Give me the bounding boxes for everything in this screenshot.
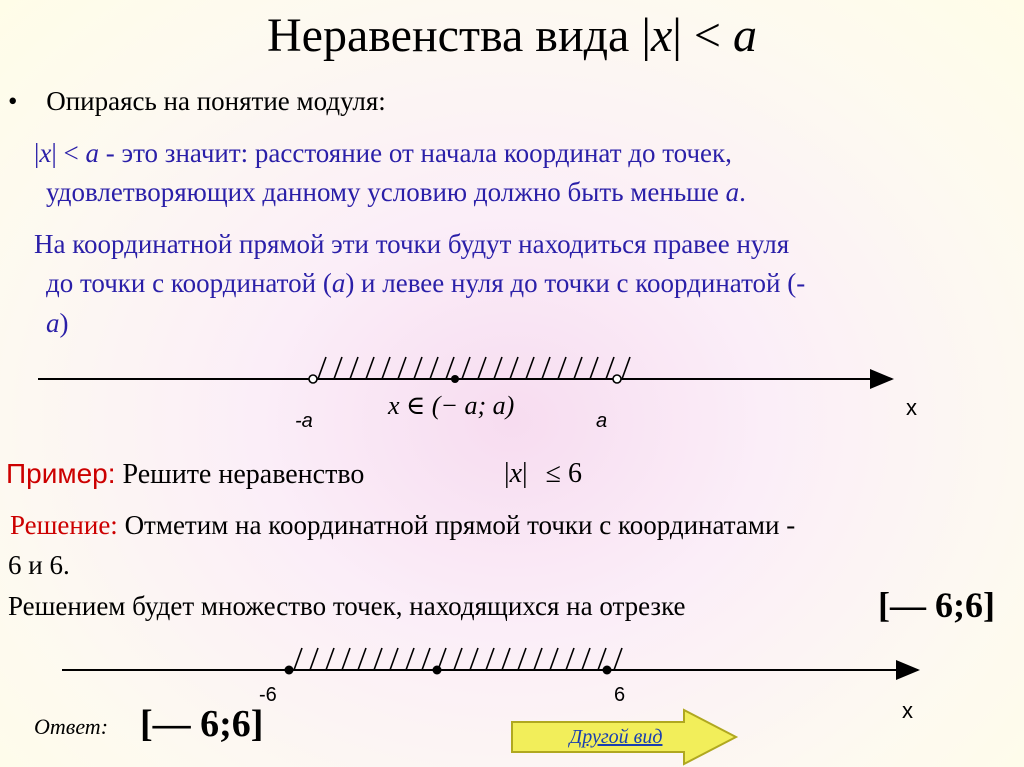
- hatch-stroke: [414, 357, 422, 379]
- hatch-stroke: [374, 648, 382, 670]
- hatch-stroke: [502, 648, 510, 670]
- location-text-2b: ) и левее нуля до точки с координатой (-: [345, 268, 806, 298]
- location-text-2a: до точки с координатой (: [46, 268, 332, 298]
- title-mid: | <: [672, 9, 733, 62]
- hatch-stroke: [478, 357, 486, 379]
- axis-2-right-label: 6: [614, 684, 626, 706]
- hatch-stroke: [398, 357, 406, 379]
- hatch-stroke: [406, 648, 414, 670]
- hatch-stroke: [614, 648, 622, 670]
- hatch-stroke: [318, 357, 326, 379]
- hatch-stroke: [558, 357, 566, 379]
- axis-1-right-label: a: [596, 410, 608, 432]
- hatch-stroke: [326, 648, 334, 670]
- def-text-2: удовлетворяющих данному условию должно быть меньше: [46, 177, 726, 207]
- axis-2-closed-point-left: [285, 666, 294, 675]
- location-line-1: На координатной прямой эти точки будут находиться правее нуля: [34, 229, 790, 259]
- other-view-label[interactable]: Другой вид: [569, 726, 663, 748]
- axis-2-hatching: [294, 648, 622, 670]
- hatch-stroke: [518, 648, 526, 670]
- location-var-a-2: a: [46, 308, 60, 338]
- example-line: [6, 458, 364, 491]
- axis-1-name: x: [906, 395, 917, 420]
- def-text-2-a: a: [725, 177, 740, 207]
- solution-text-1: Отметим на координатной прямой точки с координатами -: [117, 510, 796, 540]
- hatch-stroke: [510, 357, 518, 379]
- hatch-stroke: [342, 648, 350, 670]
- def-text-2-end: .: [739, 177, 746, 207]
- solution-segment: [— 6;6]: [878, 585, 995, 625]
- bullet: •: [8, 86, 18, 116]
- title-prefix: Неравенства вида |: [267, 9, 651, 62]
- hatch-stroke: [366, 357, 374, 379]
- hatch-stroke: [294, 648, 302, 670]
- hatch-stroke: [622, 357, 630, 379]
- axis-2-closed-point-right: [603, 666, 612, 675]
- axis-1-left-label: -a: [295, 410, 313, 432]
- def-expr-x: x: [39, 138, 52, 168]
- solution-label: Решение:: [10, 510, 118, 540]
- hatch-stroke: [334, 357, 342, 379]
- answer-label: Ответ:: [34, 714, 109, 739]
- example-inequality: [504, 458, 582, 490]
- location-var-a: a: [331, 268, 346, 298]
- hatch-stroke: [470, 648, 478, 670]
- def-expr-a: a: [85, 138, 100, 168]
- ineq-x: x: [509, 458, 523, 489]
- hatch-stroke: [462, 357, 470, 379]
- axis-2-left-label: -6: [259, 684, 277, 706]
- hatch-stroke: [494, 357, 502, 379]
- hatch-stroke: [358, 648, 366, 670]
- axis-1-zero-point: [451, 375, 459, 383]
- hatch-stroke: [526, 357, 534, 379]
- axis-2-zero-point: [433, 666, 442, 675]
- hatch-stroke: [454, 648, 462, 670]
- def-expr-bar: |: [34, 138, 40, 168]
- hatch-stroke: [350, 357, 358, 379]
- def-text-1: - это значит: расстояние от начала координат до точек,: [99, 138, 732, 168]
- axis-1-open-point-left: [309, 375, 317, 383]
- hatch-stroke: [486, 648, 494, 670]
- ineq-bar-left: |: [504, 458, 510, 489]
- hatch-stroke: [422, 648, 430, 670]
- hatch-stroke: [430, 357, 438, 379]
- title-rhs: a: [732, 9, 757, 62]
- hatch-stroke: [382, 357, 390, 379]
- hatch-stroke: [390, 648, 398, 670]
- hatch-stroke: [582, 648, 590, 670]
- intro-text: Опираясь на понятие модуля:: [46, 86, 386, 116]
- other-view-button[interactable]: [508, 708, 740, 766]
- def-expr-rel: | <: [51, 138, 86, 168]
- hatch-stroke: [310, 648, 318, 670]
- solution-line-2: 6 и 6.: [8, 550, 70, 580]
- axis-1-interval: x ∈ (− a; a): [388, 391, 515, 420]
- hatch-stroke: [574, 357, 582, 379]
- axis-2-name: x: [902, 698, 913, 723]
- solution-line-3: Решением будет множество точек, находящихся на отрезке: [8, 591, 686, 621]
- hatch-stroke: [590, 357, 598, 379]
- ineq-bar-right: |: [522, 458, 528, 489]
- axis-1-hatching: [318, 357, 630, 379]
- answer-value: [— 6;6]: [140, 703, 264, 745]
- example-label: Пример:: [6, 458, 116, 489]
- hatch-stroke: [566, 648, 574, 670]
- ineq-relation: ≤ 6: [545, 458, 583, 489]
- title-var: x: [650, 9, 673, 62]
- location-text-3-end: ): [59, 308, 69, 338]
- example-text: Решите неравенство: [115, 459, 365, 490]
- axis-1-open-point-right: [613, 375, 621, 383]
- hatch-stroke: [534, 648, 542, 670]
- hatch-stroke: [542, 357, 550, 379]
- hatch-stroke: [606, 357, 614, 379]
- hatch-stroke: [550, 648, 558, 670]
- solution-line-1: [10, 510, 795, 541]
